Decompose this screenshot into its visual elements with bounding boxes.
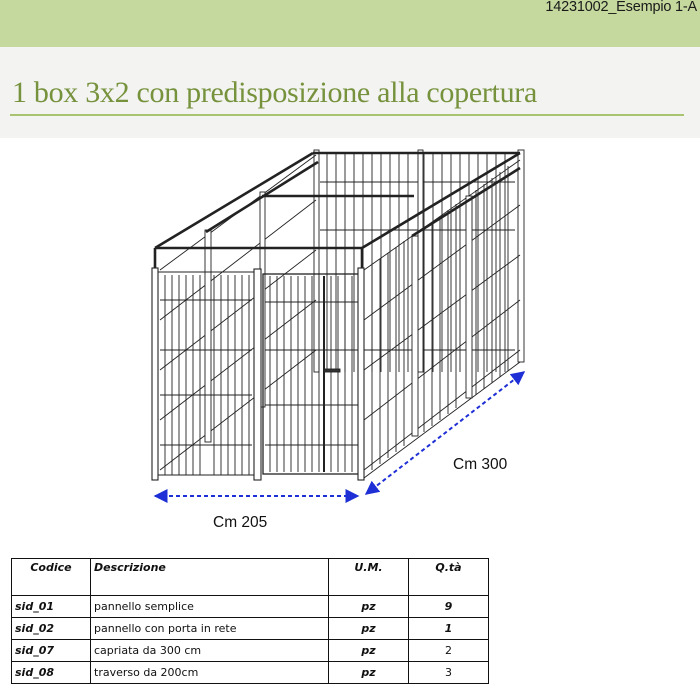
title-divider [10,114,684,116]
cell-codice: sid_08 [12,662,91,684]
table-row [12,618,489,640]
door-handle [324,369,340,372]
cell-codice: sid_01 [12,596,91,618]
table-header-row [12,559,489,596]
cell-um: pz [329,596,409,618]
cell-um: pz [329,640,409,662]
width-dimension-label: Cm 205 [213,514,268,531]
header-band [0,0,700,47]
table-row [12,640,489,662]
length-dimension-label: Cm 300 [453,456,508,473]
page-title: 1 box 3x2 con predisposizione alla copertura [12,76,537,109]
column-header-qta: Q.tà [409,559,489,596]
cell-codice: sid_02 [12,618,91,640]
cell-descrizione: traverso da 200cm [91,662,329,684]
cell-um: pz [329,662,409,684]
cell-descrizione: pannello semplice [91,596,329,618]
door-panel [263,274,361,474]
bill-of-materials-table [11,558,489,684]
cell-qta: 9 [409,596,489,618]
cell-qta: 3 [409,662,489,684]
cell-descrizione: pannello con porta in rete [91,618,329,640]
cell-descrizione: capriata da 300 cm [91,640,329,662]
cell-um: pz [329,618,409,640]
kennel-drawing [130,140,550,540]
cell-codice: sid_07 [12,640,91,662]
column-header-codice: Codice [12,559,91,596]
column-header-descrizione: Descrizione [91,559,329,596]
column-header-um: U.M. [329,559,409,596]
cell-qta: 1 [409,618,489,640]
left-wall-mesh [160,155,316,470]
document-code: 14231002_Esempio 1-A [545,0,697,15]
cell-qta: 2 [409,640,489,662]
table-row [12,596,489,618]
table-row [12,662,489,684]
length-dimension-arrow [366,372,524,494]
